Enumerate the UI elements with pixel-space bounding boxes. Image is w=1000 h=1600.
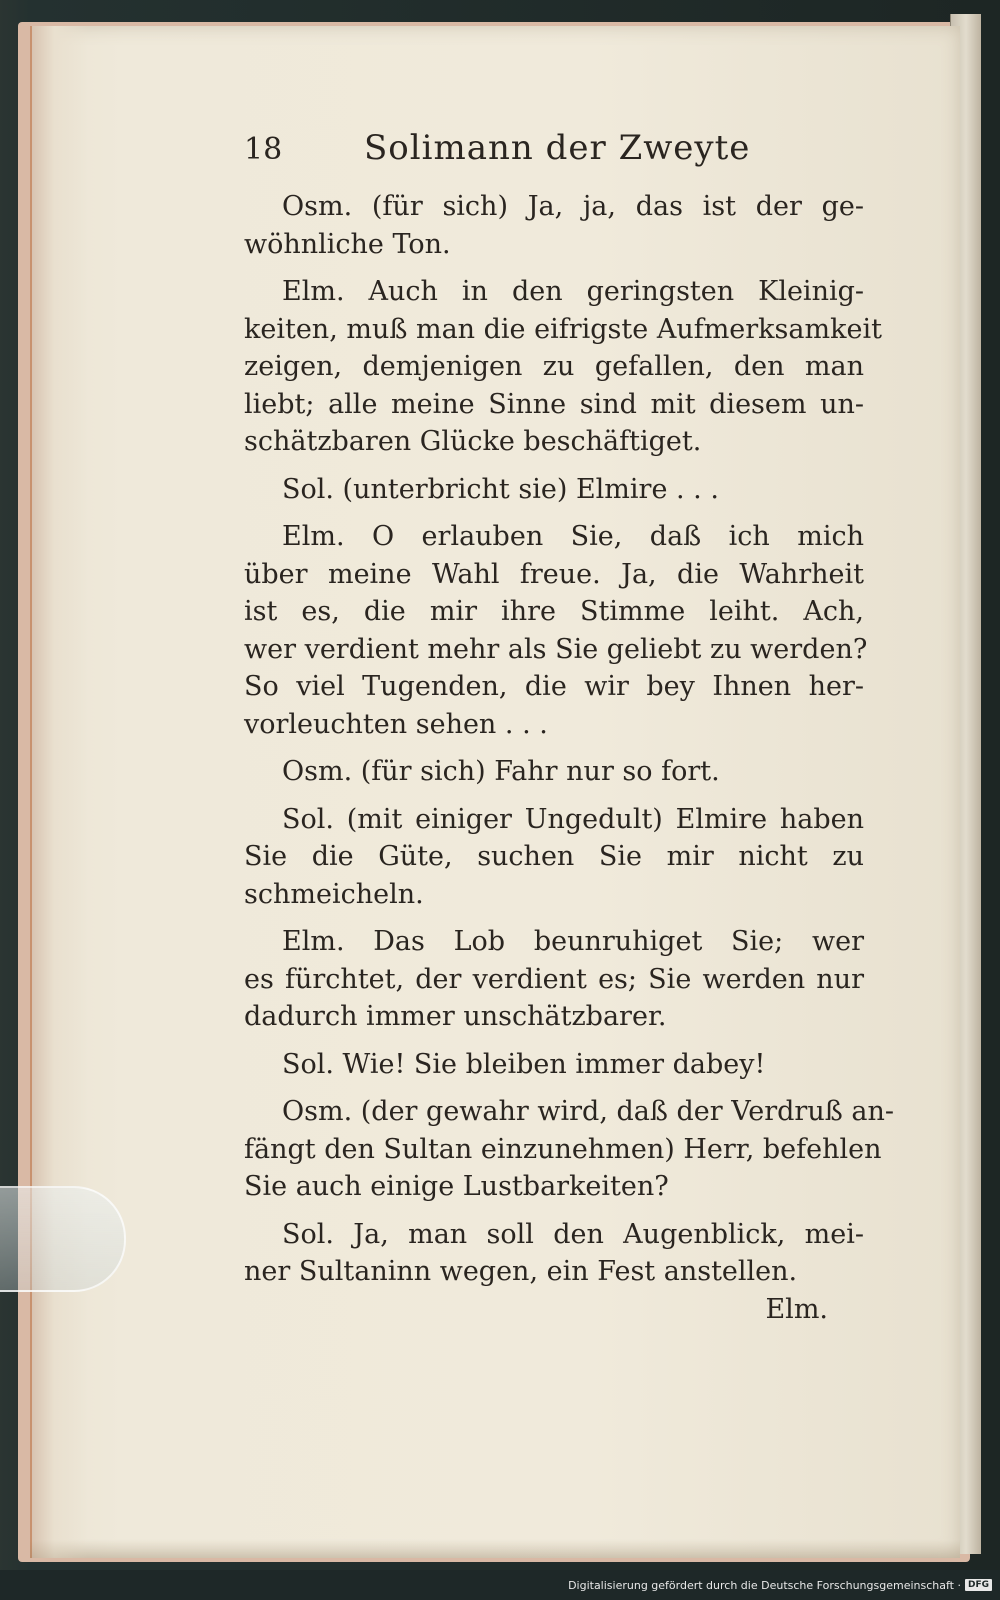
text-line: Sol. (mit einiger Ungedult) Elmire haben xyxy=(282,803,864,835)
text-line: schmeicheln. xyxy=(244,878,424,910)
text-line: Sie auch einige Lustbarkeiten? xyxy=(244,1171,669,1202)
text-line: keiten, muß man die eifrigste Aufmerksamkeit xyxy=(244,313,882,345)
page-gutter xyxy=(30,26,88,1558)
page-number: 18 xyxy=(244,132,283,167)
text-line: vorleuchten sehen . . . xyxy=(244,708,548,740)
footer-credit: Digitalisierung gefördert durch die Deutsche Forschungsgemeinschaft · xyxy=(568,1578,961,1592)
text-line: schätzbaren Glücke beschäftiget. xyxy=(244,426,702,457)
text-line: dadurch immer unschätzbarer. xyxy=(244,1001,667,1032)
text-line: es fürchtet, der verdient es; Sie werden nur xyxy=(244,963,864,995)
text-line: zeigen, demjenigen zu gefallen, den man xyxy=(244,351,864,382)
text-line: Osm. (für sich) Fahr nur so fort. xyxy=(282,756,720,787)
text-line: Sol. (unterbricht sie) Elmire . . . xyxy=(282,473,719,505)
page-header xyxy=(244,130,864,176)
text-line: wöhnliche Ton. xyxy=(244,228,451,260)
page-clip-icon xyxy=(0,1186,126,1292)
text-line: Elm. O erlauben Sie, daß ich mich xyxy=(282,521,864,552)
text-line: So viel Tugenden, die wir bey Ihnen her- xyxy=(244,671,864,702)
text-line: fängt den Sultan einzunehmen) Herr, befehlen xyxy=(244,1133,882,1165)
text-line: Sie die Güte, suchen Sie mir nicht zu xyxy=(244,841,864,872)
text-line: Elm. Das Lob beunruhiget Sie; wer xyxy=(282,926,864,957)
running-title: Solimann der Zweyte xyxy=(364,128,751,168)
text-line: ner Sultaninn wegen, ein Fest anstellen. xyxy=(244,1256,798,1287)
text-line: über meine Wahl freue. Ja, die Wahrheit xyxy=(244,558,864,590)
text-line: ist es, die mir ihre Stimme leiht. Ach, xyxy=(244,596,864,627)
text-line: Sol. Ja, man soll den Augenblick, mei- xyxy=(282,1218,864,1250)
text-line: Sol. Wie! Sie bleiben immer dabey! xyxy=(282,1048,766,1080)
text-line: Osm. (für sich) Ja, ja, das ist der ge- xyxy=(282,191,864,222)
dfg-logo-icon: DFG xyxy=(965,1579,992,1591)
digitization-footer xyxy=(0,1570,1000,1600)
text-line: wer verdient mehr als Sie geliebt zu werden? xyxy=(244,633,868,665)
text-line: liebt; alle meine Sinne sind mit diesem un- xyxy=(244,388,864,420)
text-line: Elm. Auch in den geringsten Kleinig- xyxy=(282,276,864,307)
catchword: Elm. xyxy=(765,1293,828,1325)
page-bottom-shadow xyxy=(30,1540,960,1558)
page-text xyxy=(244,128,894,1328)
text-line: Osm. (der gewahr wird, daß der Verdruß an- xyxy=(282,1096,894,1127)
